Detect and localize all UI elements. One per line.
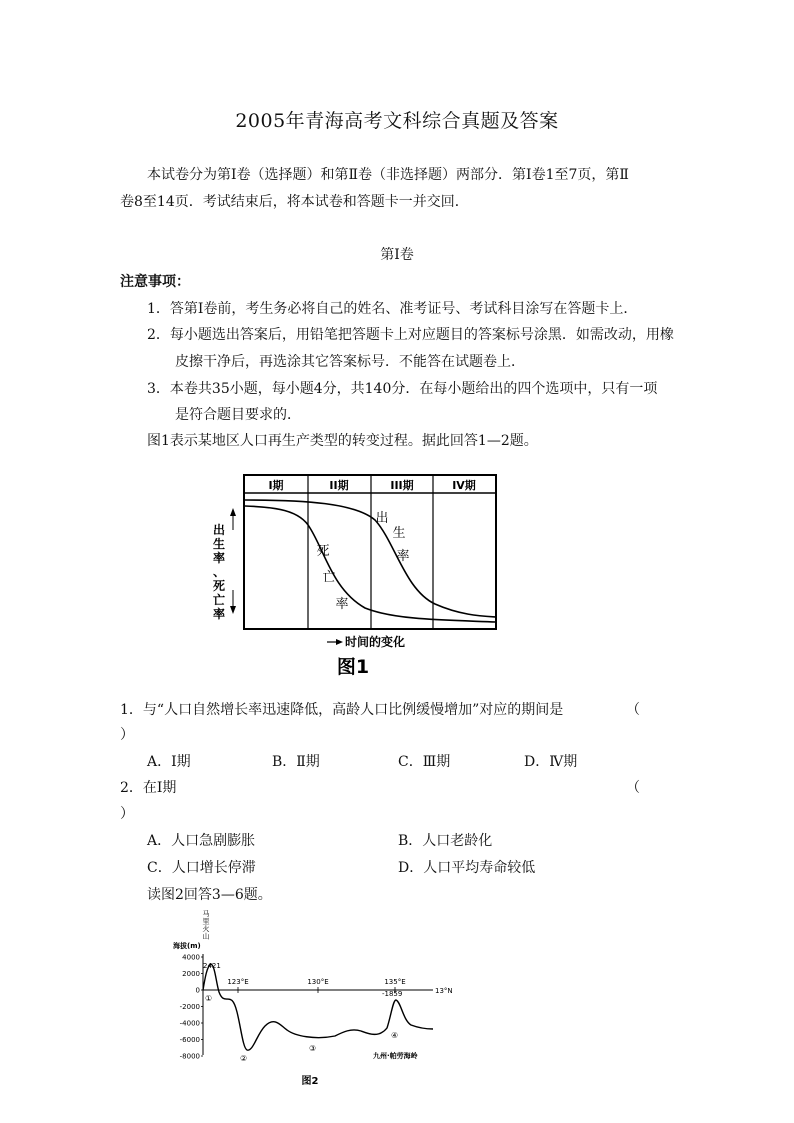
q1-option-a: A．Ⅰ期 (147, 754, 191, 770)
figure1-ylabel-char: 死 (212, 579, 226, 593)
note-3-line-2: 是符合题目要求的． (175, 407, 301, 423)
period-3-label: ⅠⅠⅠ期 (390, 479, 414, 492)
figure2-y-tick-label: 0 (195, 986, 200, 995)
period-4-label: ⅠⅤ期 (452, 479, 476, 492)
figure2-y-tick-label: 4000 (182, 953, 200, 962)
figure2-y-tick-label: -4000 (179, 1019, 200, 1028)
marker-1: ① (205, 994, 213, 1003)
peak-label: 2421 (203, 962, 221, 970)
figure2-y-tick-label: -2000 (179, 1003, 200, 1011)
figure1-diagram (205, 470, 505, 680)
death-label-1: 死 (316, 544, 330, 559)
birth-label-1: 出 (375, 511, 389, 526)
period-1-label: Ⅰ期 (268, 479, 284, 492)
figure1-frame (244, 475, 496, 629)
place-label: 九州·帕劳海岭 (373, 1052, 418, 1060)
figure2-y-tick-label: 2000 (182, 970, 200, 978)
q2-option-d: D．人口平均寿命较低 (398, 860, 536, 876)
q1-text: 1．与“人口自然增长率迅速降低，高龄人口比例缓慢增加”对应的期间是 (120, 702, 564, 718)
terrain-profile (203, 964, 433, 1050)
q1-option-c: C．Ⅲ期 (398, 754, 451, 770)
x-tick-123E: 123°E (227, 978, 249, 986)
period-2-label: ⅠⅠ期 (329, 479, 349, 492)
q2-text: 2．在Ⅰ期 (120, 780, 177, 796)
death-label-2: 亡 (322, 570, 336, 585)
figure2-top-label-char: 火 (202, 925, 210, 933)
q2-paren-open: （ (626, 780, 640, 796)
figure2-top-label-char: 山 (202, 932, 210, 941)
intro-line-1: 本试卷分为第Ⅰ卷（选择题）和第Ⅱ卷（非选择题）两部分．第Ⅰ卷1至7页，第Ⅱ (147, 167, 629, 183)
death-label-3: 率 (335, 597, 349, 612)
figure2-top-label (203, 909, 210, 941)
x-tick-135E: 135°E (384, 978, 406, 986)
marker-2: ② (240, 1054, 248, 1063)
q1-option-b: B．Ⅱ期 (272, 754, 320, 770)
figure1-ylabel-char: 率 (212, 551, 226, 565)
note-1: 1．答第Ⅰ卷前，考生务必将自己的姓名、准考证号、考试科目涂写在答题卡上． (147, 301, 638, 317)
figure2-caption: 图2 (301, 1076, 319, 1087)
figure1-ylabel (213, 522, 225, 621)
marker-3: ③ (309, 1044, 317, 1053)
note-2-line-1: 2．每小题选出答案后，用铅笔把答题卡上对应题目的答案标号涂黑．如需改动，用橡 (147, 327, 674, 343)
figure2-top-label-char: 马 (202, 910, 210, 918)
section-heading: 第Ⅰ卷 (380, 247, 414, 263)
q2-option-b: B．人口老龄化 (398, 833, 493, 849)
figure1-ylabel-char: 、 (212, 565, 226, 579)
depth-label: -1859 (382, 990, 403, 998)
x-tick-130E: 130°E (307, 978, 329, 986)
notes-heading: 注意事项： (120, 274, 190, 290)
page-title: 2005年青海高考文科综合真题及答案 (235, 110, 559, 132)
latitude-label: 13°N (435, 987, 453, 995)
birth-label-3: 率 (396, 549, 410, 564)
q1-option-d: D．Ⅳ期 (524, 754, 578, 770)
birth-label-2: 生 (392, 526, 406, 541)
q1-paren-close: ） (120, 727, 134, 743)
q2-option-c: C．人口增长停滞 (147, 860, 256, 876)
figure1-ylabel-char: 率 (212, 607, 226, 621)
marker-4: ④ (391, 1031, 399, 1040)
note-3-line-1: 3．本卷共35小题，每小题4分，共140分．在每小题给出的四个选项中，只有一项 (147, 381, 658, 397)
figure1-caption: 图1 (336, 656, 370, 678)
figure1-ylabel-char: 亡 (212, 593, 226, 607)
figure2-y-ticks (180, 954, 203, 1061)
figure2-top-label-char: 里 (202, 917, 210, 926)
figure1-xlabel: 时间的变化 (345, 635, 406, 649)
figure2-y-tick-label: -8000 (179, 1052, 200, 1061)
figure1-ylabel-char: 生 (212, 537, 226, 551)
figure1-ylabel-char: 出 (212, 523, 226, 537)
figure2-diagram (165, 908, 465, 1093)
intro-line-2: 卷8至14页．考试结束后，将本试卷和答题卡一并交回． (120, 194, 469, 210)
q2-option-a: A．人口急剧膨胀 (147, 833, 256, 849)
figure1-intro: 图1表示某地区人口再生产类型的转变过程。据此回答1—2题。 (147, 433, 538, 449)
figure2-intro: 读图2回答3—6题。 (147, 887, 272, 903)
q1-paren-open: （ (626, 702, 640, 718)
q2-paren-close: ） (120, 806, 134, 822)
note-2-line-2: 皮擦干净后，再选涂其它答案标号．不能答在试题卷上． (175, 354, 525, 370)
figure2-ylabel: 海拔(m) (173, 942, 201, 950)
figure2-y-tick-label: -6000 (179, 1036, 200, 1044)
